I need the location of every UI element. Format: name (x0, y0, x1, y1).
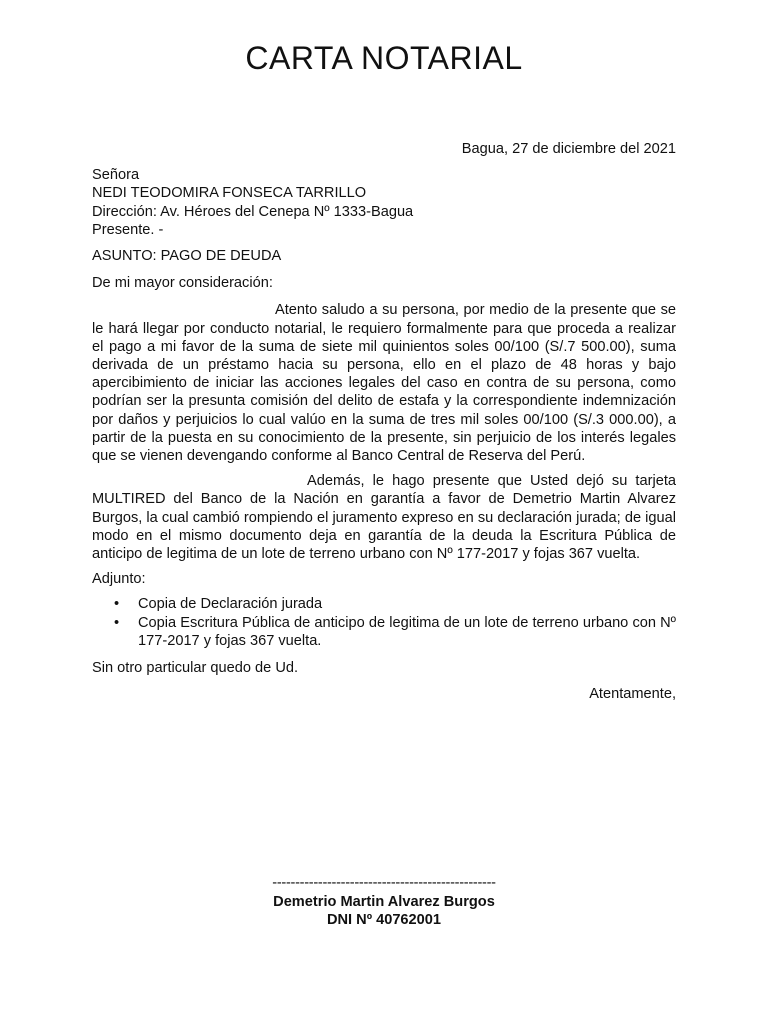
addressee-address: Dirección: Av. Héroes del Cenepa Nº 1333-Bagua (92, 203, 414, 220)
signatory-name: Demetrio Martin Alvarez Burgos (273, 893, 495, 910)
letter-body (92, 140, 676, 703)
body-paragraph-2: Además, le hago presente que Usted dejó su tarjeta MULTIRED del Banco de la Nación en garantía a favor de Demetrio Martin Alvarez Burgos, la cual cambió rompiendo el juramento expreso en su declaración jurada; de igual modo en el mismo documento deja en garantía de la deuda la Escritura Pública de anticipo de legitima de un lote de terreno urbano con Nº 177-2017 y fojas 367 vuelta. (92, 473, 676, 563)
date-line: Bagua, 27 de diciembre del 2021 (461, 141, 676, 157)
bullet-icon: • (114, 596, 120, 613)
attachment-item (92, 595, 676, 613)
attachment-text: Copia de Declaración jurada (138, 596, 323, 613)
attachment-text: Copia Escritura Pública de anticipo de legitima de un lote de terreno urbano con Nº 177-2017 y fojas 367 vuelta. (138, 614, 676, 649)
body-paragraph-1: Atento saludo a su persona, por medio de la presente que se le hará llegar por conducto notarial, le requiero formalmente para que proceda a realizar el pago a mi favor de la suma de siete mil quinientos soles 00/100 (S/.7 500.00), suma derivada de un préstamo hacia su persona, ello en el plazo de 48 horas y bajo apercibimiento de iniciar las acciones legales del caso en contra de su persona, como podrían ser la presunta comisión del delito de estafa y la correspondiente indemnización por daños y perjuicios lo cual valúo en la suma de tres mil soles 00/100 (S/.3 000.00), a partir de la puesta en su conocimiento de la presente, sin perjuicio de los interés legales que se vienen devengando conforme al Banco Central de Reserva del Perú. (92, 302, 676, 465)
subject-line: ASUNTO: PAGO DE DEUDA (92, 248, 282, 265)
signature-block (258, 874, 510, 930)
signatory-dni: DNI Nº 40762001 (326, 912, 442, 928)
addressee-name: NEDI TEODOMIRA FONSECA TARRILLO (92, 185, 367, 202)
addressee-presente: Presente. - (92, 221, 164, 238)
bullet-icon: • (114, 614, 120, 631)
attachment-item (92, 614, 676, 650)
addressee-block (92, 166, 676, 239)
addressee-salutation: Señora (92, 167, 140, 184)
letter-title: CARTA NOTARIAL (245, 40, 523, 76)
signoff: Atentamente, (589, 686, 676, 703)
attachments-label: Adjunto: (92, 571, 146, 588)
greeting: De mi mayor consideración: (92, 275, 273, 292)
closing-line: Sin otro particular quedo de Ud. (92, 660, 299, 677)
signature-line: ------------------------------------------------- (272, 875, 496, 891)
attachments-list (92, 595, 676, 650)
